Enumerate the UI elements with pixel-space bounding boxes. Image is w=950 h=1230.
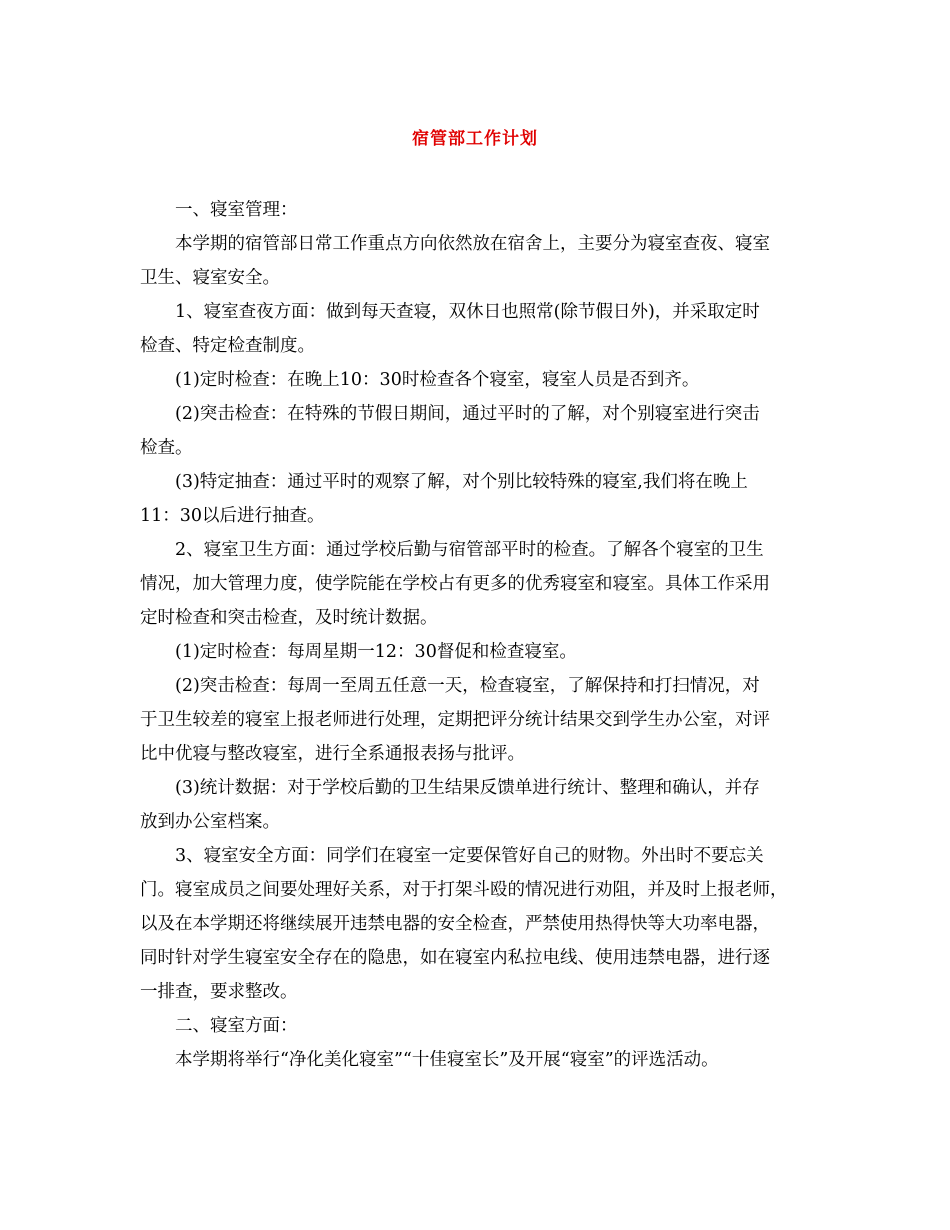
paragraph-line: 本学期将举行“净化美化寝室”“十佳寝室长”及开展“寝室”的评选活动。 [175,1050,719,1070]
paragraph-line: 定时检查和突击检查，及时统计数据。 [140,608,438,628]
paragraph-line: 检查、特定检查制度。 [140,336,315,356]
paragraph-line: 比中优寝与整改寝室，进行全系通报表扬与批评。 [140,744,525,764]
paragraph-line: 卫生、寝室安全。 [140,268,280,288]
paragraph-line: 门。寝室成员之间要处理好关系，对于打架斗殴的情况进行劝阻，并及时上报老师， [140,880,788,900]
paragraph-line: (1)定时检查：每周星期一12：30督促和检查寝室。 [175,642,577,662]
document-title: 宿管部工作计划 [412,129,538,149]
paragraph-line: (2)突击检查：每周一至周五任意一天，检查寝室，了解保持和打扫情况，对 [175,676,760,696]
paragraph-line: 11：30以后进行抽查。 [140,506,325,526]
paragraph-line: (1)定时检查：在晚上10：30时检查各个寝室，寝室人员是否到齐。 [175,370,700,390]
paragraph-line: 1、寝室查夜方面：做到每天查寝，双休日也照常(除节假日外)，并采取定时 [175,302,760,322]
paragraph-line: 以及在本学期还将继续展开违禁电器的安全检查，严禁使用热得快等大功率电器， [140,914,770,934]
paragraph-line: 一排查，要求整改。 [140,982,298,1002]
paragraph-line: 检查。 [140,438,193,458]
paragraph-line: 3、寝室安全方面：同学们在寝室一定要保管好自己的财物。外出时不要忘关 [175,846,764,866]
paragraph-line: 二、寝室方面： [175,1016,298,1036]
paragraph-line: 于卫生较差的寝室上报老师进行处理，定期把评分统计结果交到学生办公室，对评 [140,710,770,730]
paragraph-line: 本学期的宿管部日常工作重点方向依然放在宿舍上，主要分为寝室查夜、寝室 [175,234,770,254]
paragraph-line: 情况，加大管理力度，使学院能在学校占有更多的优秀寝室和寝室。具体工作采用 [140,574,770,594]
paragraph-line: (3)特定抽查：通过平时的观察了解，对个别比较特殊的寝室,我们将在晚上 [175,472,748,492]
paragraph-line: 一、寝室管理： [175,200,298,220]
paragraph-line: 2、寝室卫生方面：通过学校后勤与宿管部平时的检查。了解各个寝室的卫生 [175,540,764,560]
paragraph-line: 放到办公室档案。 [140,812,280,832]
paragraph-line: (2)突击检查：在特殊的节假日期间，通过平时的了解，对个别寝室进行突击 [175,404,760,424]
paragraph-line: (3)统计数据：对于学校后勤的卫生结果反馈单进行统计、整理和确认，并存 [175,778,760,798]
paragraph-line: 同时针对学生寝室安全存在的隐患，如在寝室内私拉电线、使用违禁电器，进行逐 [140,948,770,968]
document-body [140,193,814,1077]
